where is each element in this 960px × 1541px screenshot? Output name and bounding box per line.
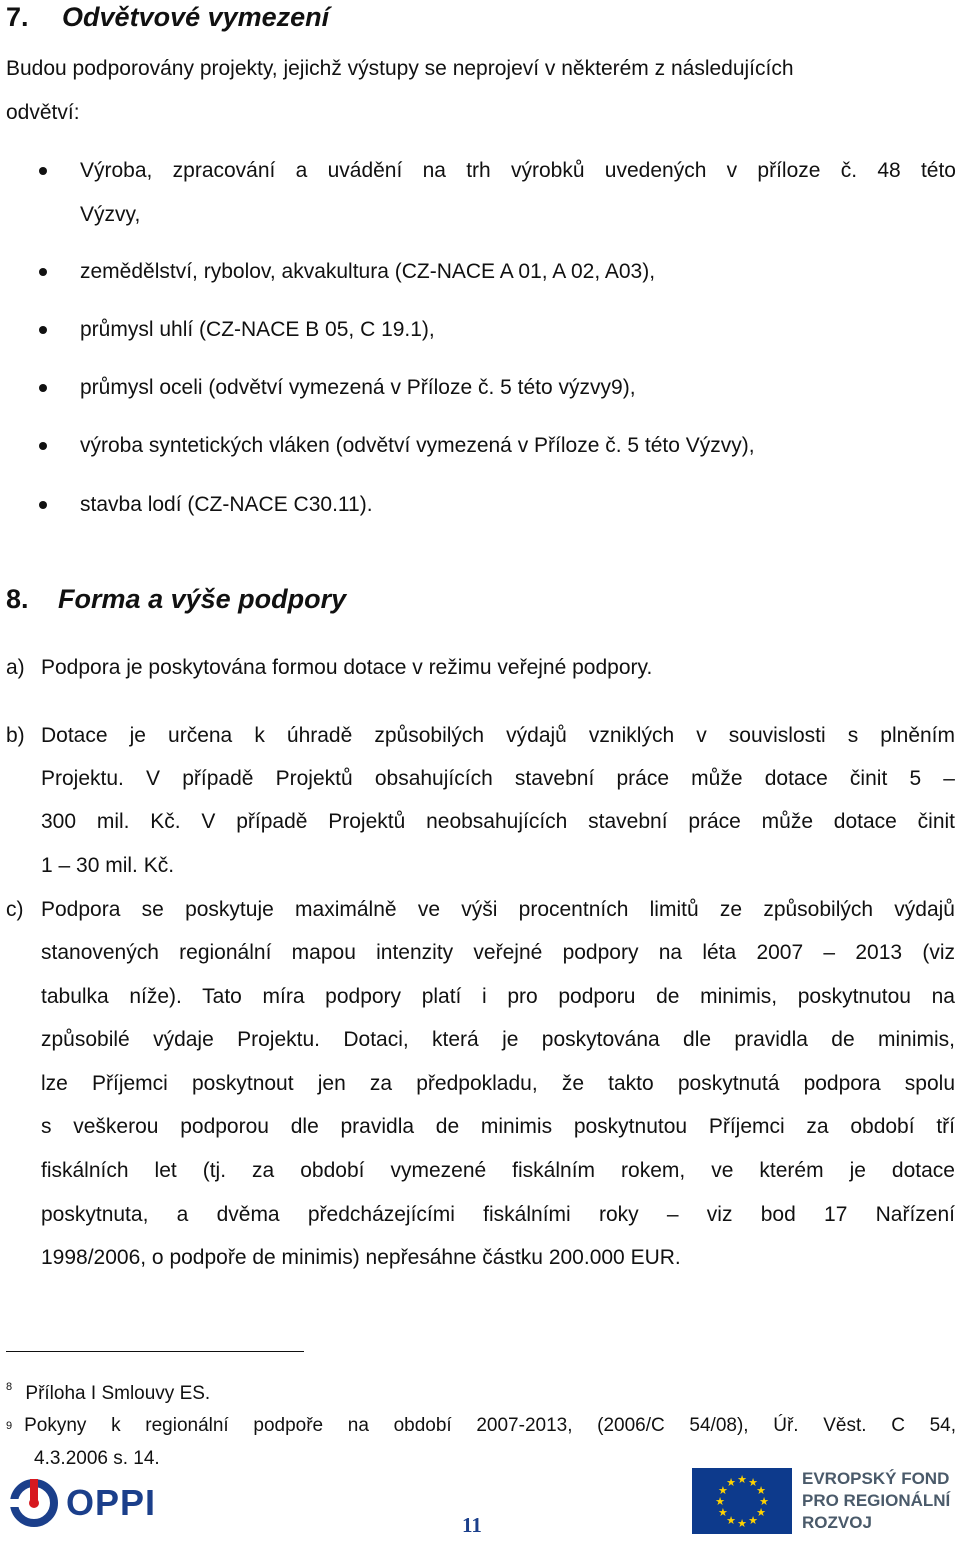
list-item-text-cont: Výzvy, <box>80 203 141 226</box>
eu-star-icon: ★ <box>759 1496 769 1508</box>
eu-star-icon: ★ <box>748 1515 758 1528</box>
bullet-icon <box>39 167 47 175</box>
eu-star-icon: ★ <box>756 1507 766 1519</box>
eu-star-icon: ★ <box>715 1496 725 1508</box>
item-label: c) <box>6 898 24 921</box>
item-label: b) <box>6 724 25 747</box>
footnote-text-cont: 4.3.2006 s. 14. <box>34 1448 160 1469</box>
bullet-icon <box>39 501 47 509</box>
oppi-logo-text: OPPI <box>66 1482 157 1523</box>
item-text: 300 mil. Kč. V případě Projektů neobsahujících stavební práce může dotace činit <box>41 810 955 833</box>
eu-flag <box>692 1468 792 1534</box>
section-7-heading <box>6 2 329 32</box>
item-text: s veškerou podporou dle pravidla de minimis poskytnutou Příjemci za období tří <box>41 1115 955 1138</box>
bullet-icon <box>39 442 47 450</box>
item-text: Projektu. V případě Projektů obsahujících stavební práce může dotace činit 5 – <box>41 767 955 790</box>
item-text: poskytnuta, a dvěma předcházejícími fiskálními roky – viz bod 17 Nařízení <box>41 1203 955 1226</box>
footnote-mark: 8 <box>6 1381 13 1393</box>
item-text: Podpora je poskytována formou dotace v režimu veřejné podpory. <box>41 656 653 679</box>
footnote-8 <box>6 1374 210 1407</box>
section-7-intro-line-1: Budou podporovány projekty, jejichž výstupy se neprojeví v některém z následujících <box>6 57 794 80</box>
eu-star-icon: ★ <box>718 1485 728 1497</box>
bullet-icon <box>39 268 47 276</box>
item-text: fiskálních let (tj. za období vymezené fiskálním rokem, ve kterém je dotace <box>41 1159 955 1182</box>
item-text: 1998/2006, o podpoře de minimis) nepřesáhne částku 200.000 EUR. <box>41 1246 681 1269</box>
eu-star-icon: ★ <box>756 1485 766 1497</box>
section-8-heading <box>6 584 346 614</box>
footnote-text: Pokyny k regionální podpoře na období 2007-2013, (2006/C 54/08), Úř. Věst. C 54, <box>24 1415 956 1436</box>
item-text: Dotace je určena k úhradě způsobilých výdajů vzniklých v souvislosti s plněním <box>41 724 955 747</box>
footnote-text: Příloha I Smlouvy ES. <box>25 1383 211 1404</box>
list-item-text: průmysl oceli (odvětví vymezená v Příloze č. 5 této výzvy9), <box>80 376 636 399</box>
eu-fund-text <box>802 1468 950 1534</box>
list-item-text: zemědělství, rybolov, akvakultura (CZ-NACE A 01, A 02, A03), <box>80 260 656 283</box>
eu-star-icon: ★ <box>737 1518 747 1530</box>
eu-star-icon: ★ <box>737 1474 747 1486</box>
eu-stars-icon <box>692 1468 792 1534</box>
footnote-9 <box>6 1413 956 1472</box>
item-text: 1 – 30 mil. Kč. <box>41 854 175 877</box>
eu-fund-line-2: PRO REGIONÁLNÍ <box>802 1491 951 1510</box>
list-item-text: výroba syntetických vláken (odvětví vymezená v Příloze č. 5 této Výzvy), <box>80 434 755 457</box>
section-8-number: 8. <box>6 584 29 614</box>
section-7-intro-line-2: odvětví: <box>6 101 80 124</box>
footnote-mark: 9 <box>6 1420 13 1432</box>
bullet-icon <box>39 384 47 392</box>
eu-star-icon: ★ <box>726 1476 736 1489</box>
list-item-text: stavba lodí (CZ-NACE C30.11). <box>80 493 373 516</box>
item-text: způsobilé výdaje Projektu. Dotaci, která je poskytována dle pravidla de minimis, <box>41 1028 955 1051</box>
item-text: tabulka níže). Tato míra podpory platí i pro podporu de minimis, poskytnutou na <box>41 985 955 1008</box>
eu-fund-line-3: ROZVOJ <box>802 1513 872 1532</box>
list-item-text: průmysl uhlí (CZ-NACE B 05, C 19.1), <box>80 318 435 341</box>
eu-star-icon: ★ <box>748 1476 758 1489</box>
section-8-title: Forma a výše podpory <box>58 584 347 614</box>
eu-star-icon: ★ <box>718 1507 728 1519</box>
eu-fund-line-1: EVROPSKÝ FOND <box>802 1469 950 1488</box>
item-label: a) <box>6 656 25 679</box>
item-text: Podpora se poskytuje maximálně ve výši procentních limitů ze způsobilých výdajů <box>41 898 955 921</box>
item-text: lze Příjemci poskytnout jen za předpokladu, že takto poskytnutá podpora spolu <box>41 1072 955 1095</box>
section-7-title: Odvětvové vymezení <box>62 2 330 32</box>
oppi-logo <box>10 1473 175 1533</box>
item-text: stanovených regionální mapou intenzity veřejné podpory na léta 2007 – 2013 (viz <box>41 941 955 964</box>
eu-star-icon: ★ <box>726 1515 736 1528</box>
page-number: 11 <box>462 1513 482 1537</box>
section-7-number: 7. <box>6 2 29 32</box>
bullet-icon <box>39 326 47 334</box>
footnote-separator <box>6 1351 304 1352</box>
list-item-text: Výroba, zpracování a uvádění na trh výrobků uvedených v příloze č. 48 této <box>80 159 956 182</box>
